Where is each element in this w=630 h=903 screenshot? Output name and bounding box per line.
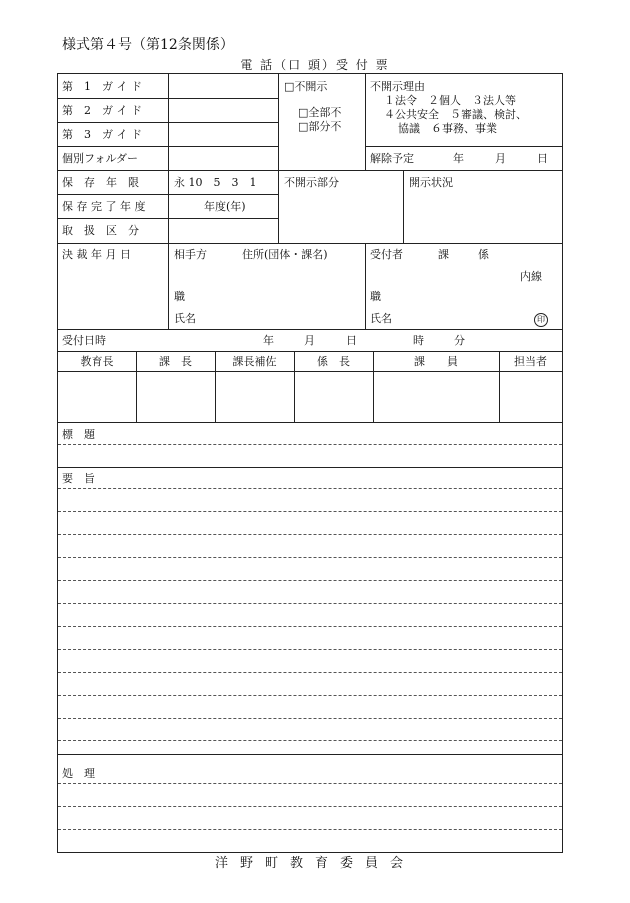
- caller-title-label: 職: [174, 290, 185, 303]
- subject-label: 標 題: [62, 428, 95, 441]
- dotted-rule: [58, 488, 562, 489]
- disclosure-status-label: 開示状況: [409, 176, 453, 189]
- reception-label: 受付日時: [62, 334, 106, 347]
- guide-2-label: 第 2 ガ イ ド: [62, 104, 142, 117]
- divider: [58, 754, 562, 755]
- page-header: 様式第４号（第12条関係）: [62, 37, 234, 53]
- receiver-label: 受付者: [370, 248, 403, 261]
- form-frame: [57, 73, 563, 853]
- receiver-title-label: 職: [370, 290, 381, 303]
- retention-end-value: 年度(年): [204, 200, 246, 213]
- divider: [58, 98, 278, 99]
- divider: [278, 74, 279, 243]
- receiver-name-label: 氏名: [370, 312, 392, 325]
- reception-day: 日: [346, 334, 357, 347]
- approval-header-5: 担当者: [514, 355, 547, 368]
- reception-hour: 時: [413, 334, 424, 347]
- handling-class-label: 取 扱 区 分: [62, 224, 139, 237]
- form-title: 電 話（口 頭）受 付 票: [240, 58, 390, 72]
- decision-date-label: 決 裁 年 月 日: [62, 248, 131, 261]
- caller-name-label: 氏名: [174, 312, 196, 325]
- divider: [58, 329, 562, 330]
- issuer-footer: 洋野町教育委員会: [214, 856, 415, 871]
- divider: [58, 467, 562, 468]
- approval-header-2: 課長補佐: [232, 355, 277, 368]
- divider: [58, 422, 562, 423]
- dotted-rule: [58, 649, 562, 650]
- seal-mark: 印: [534, 313, 548, 327]
- divider: [365, 243, 366, 329]
- reasons-title: 不開示理由: [370, 80, 425, 93]
- divider: [58, 122, 278, 123]
- caller-label: 相手方: [174, 248, 207, 261]
- dotted-rule: [58, 695, 562, 696]
- dotted-rule: [58, 718, 562, 719]
- approval-header-1: 課 長: [159, 355, 192, 368]
- dotted-rule: [58, 580, 562, 581]
- dotted-rule: [58, 626, 562, 627]
- dotted-rule: [58, 534, 562, 535]
- reception-year: 年: [263, 334, 274, 347]
- receiver-subsection: 係: [478, 248, 489, 261]
- divider: [365, 74, 366, 170]
- release-day: 日: [537, 152, 548, 165]
- release-month: 月: [495, 152, 506, 165]
- retention-end-label: 保 存 完 了 年 度: [62, 200, 146, 213]
- dotted-rule: [58, 806, 562, 807]
- summary-label: 要 旨: [62, 472, 95, 485]
- receiver-section: 課: [438, 248, 449, 261]
- divider: [365, 146, 562, 147]
- divider: [58, 218, 278, 219]
- non-disclosure-checkbox[interactable]: □不開示: [284, 80, 328, 93]
- guide-3-label: 第 3 ガ イ ド: [62, 128, 142, 141]
- approval-header-0: 教育長: [80, 355, 114, 368]
- retention-label: 保 存 年 限: [62, 176, 139, 189]
- reasons-line-2: ４公共安全 ５審議、検討、: [384, 108, 527, 121]
- dotted-rule: [58, 444, 562, 445]
- dotted-rule: [58, 740, 562, 741]
- folder-label: 個別フォルダー: [62, 152, 139, 165]
- receiver-extension: 内線: [520, 270, 542, 283]
- dotted-rule: [58, 783, 562, 784]
- reception-month: 月: [304, 334, 315, 347]
- dotted-rule: [58, 557, 562, 558]
- dotted-rule: [58, 603, 562, 604]
- divider: [58, 371, 562, 372]
- approval-header-4: 課 員: [414, 355, 458, 368]
- dotted-rule: [58, 511, 562, 512]
- dotted-rule: [58, 829, 562, 830]
- partial-non-disclosure-checkbox[interactable]: □部分不: [298, 120, 342, 133]
- retention-value: 永 10 5 3 1: [174, 176, 257, 189]
- approval-header-3: 係 長: [317, 355, 350, 368]
- divider: [58, 194, 278, 195]
- divider: [58, 351, 562, 352]
- reasons-line-1: １法令 ２個人 ３法人等: [384, 94, 516, 107]
- divider: [58, 146, 278, 147]
- reasons-line-3: 協議 ６事務、事業: [398, 122, 497, 135]
- divider: [403, 170, 404, 243]
- non-disclosed-part-label: 不開示部分: [284, 176, 339, 189]
- all-non-disclosure-checkbox[interactable]: □全部不: [298, 106, 342, 119]
- guide-1-label: 第 1 ガ イ ド: [62, 80, 142, 93]
- dotted-rule: [58, 672, 562, 673]
- handling-label: 処 理: [62, 767, 95, 780]
- divider: [58, 170, 562, 171]
- divider: [58, 243, 562, 244]
- release-label: 解除予定: [370, 152, 414, 165]
- release-year: 年: [453, 152, 464, 165]
- divider: [168, 243, 169, 329]
- reception-minute: 分: [454, 334, 465, 347]
- caller-address-label: 住所(団体・課名): [242, 248, 328, 261]
